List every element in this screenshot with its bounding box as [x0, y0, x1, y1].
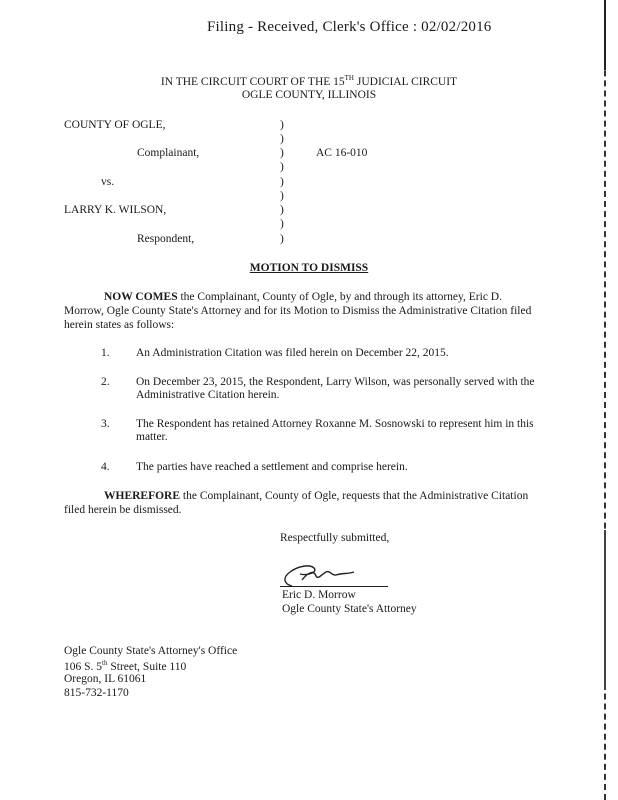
versus: vs. [101, 176, 115, 188]
intro-paragraph [64, 290, 536, 332]
wherefore-lead: WHEREFORE [104, 490, 181, 502]
office-phone: 815-732-1170 [64, 687, 129, 699]
caption-paren: ) [280, 161, 284, 173]
court-line1-tail: JUDICIAL CIRCUIT [354, 75, 458, 88]
caption-paren: ) [280, 204, 284, 216]
caption-paren: ) [280, 133, 284, 145]
item-text: The Respondent has retained Attorney Roxanne M. Sosnowski to represent him in this matter. [136, 418, 534, 443]
caption-paren: ) [280, 147, 284, 159]
item-text: An Administration Citation was filed herein on December 22, 2015. [136, 347, 449, 359]
closing: Respectfully submitted, [280, 532, 390, 544]
scan-edge-top [604, 0, 606, 70]
office-street-sup: th [102, 659, 108, 667]
office-city: Oregon, IL 61061 [64, 673, 147, 685]
office-street-number: 106 S. 5 [64, 660, 103, 673]
item-number: 4. [101, 461, 110, 473]
court-line1-sup: TH [344, 74, 354, 82]
defendant-name: LARRY K. WILSON, [64, 204, 167, 216]
item-text: The parties have reached a settlement and comprise herein. [136, 461, 408, 473]
item-text: On December 23, 2015, the Respondent, Larry Wilson, was personally served with the Administrative Citation herein. [136, 376, 535, 401]
caption-paren: ) [280, 119, 284, 131]
defendant-role: Respondent, [137, 233, 195, 245]
plaintiff-role: Complainant, [137, 147, 200, 159]
caption-paren: ) [280, 218, 284, 230]
case-number: AC 16-010 [316, 147, 368, 159]
court-line1-text: IN THE CIRCUIT COURT OF THE 15 [160, 75, 345, 88]
court-heading-line1 [0, 74, 618, 88]
document-title: MOTION TO DISMISS [249, 262, 369, 274]
wherefore-text: the Complainant, County of Ogle, requests that the Administrative Citation filed herein be dismissed. [64, 490, 529, 516]
intro-text: the Complainant, County of Ogle, by and through its attorney, Eric D. Morrow, Ogle County State's Attorney and for its Motion to Dismiss the Administrative Citation filed herein states as follows: [64, 291, 532, 331]
wherefore-paragraph [64, 489, 536, 517]
item-number: 2. [101, 376, 110, 388]
signer-title: Ogle County State's Attorney [282, 603, 417, 615]
plaintiff-name: COUNTY OF OGLE, [64, 119, 166, 131]
office-street [64, 659, 186, 673]
court-heading-line2: OGLE COUNTY, ILLINOIS [241, 89, 377, 101]
signer-name: Eric D. Morrow [282, 589, 356, 601]
intro-lead: NOW COMES [104, 291, 178, 303]
item-number: 3. [101, 418, 110, 430]
scan-edge-mid [604, 530, 606, 690]
office-name: Ogle County State's Attorney's Office [64, 645, 238, 657]
caption-paren: ) [280, 190, 284, 202]
item-number: 1. [101, 347, 110, 359]
caption-paren: ) [280, 176, 284, 188]
office-street-name: Street, Suite 110 [107, 660, 187, 673]
caption-paren: ) [280, 233, 284, 245]
signature-line [280, 586, 388, 587]
filing-stamp: Filing - Received, Clerk's Office : 02/02/2016 [207, 19, 492, 35]
